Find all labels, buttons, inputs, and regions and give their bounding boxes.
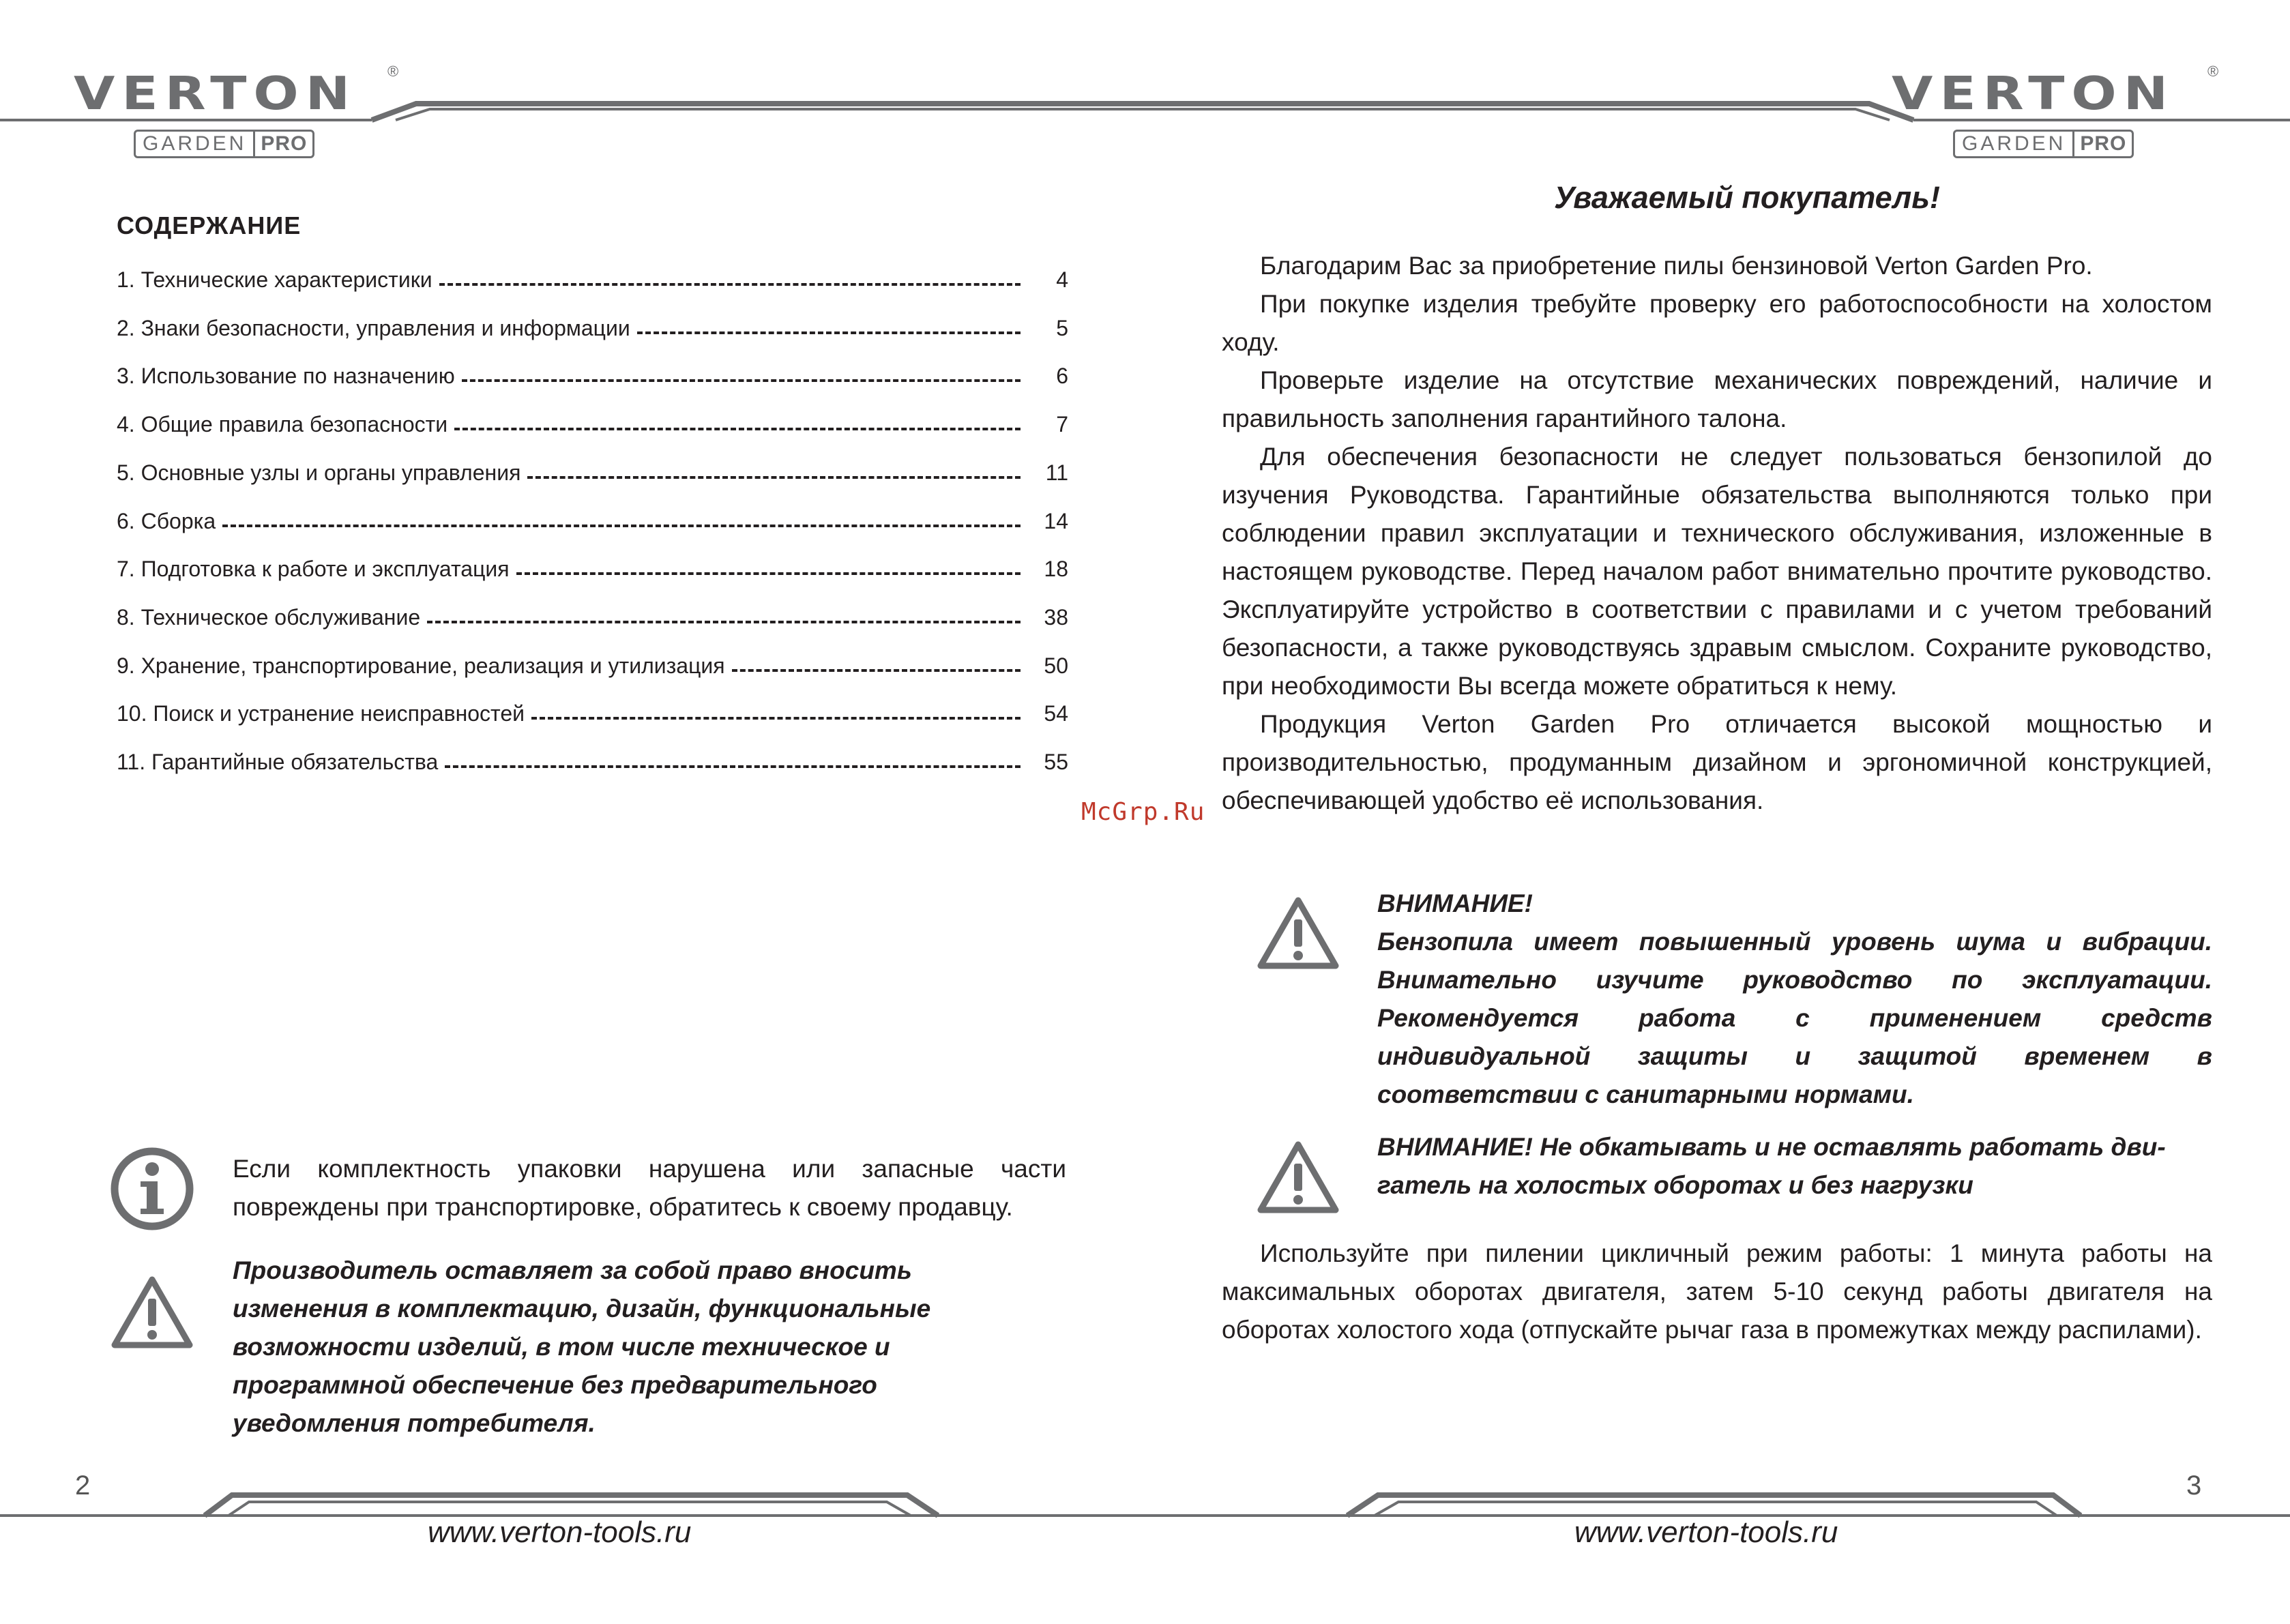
toc-label: 2. Знаки безопасности, управления и информации [117, 315, 630, 340]
intro-text [1222, 247, 2212, 820]
intro-paragraph: При покупке изделия требуйте проверку его работоспособности на холостом ходу. [1222, 290, 2212, 356]
toc-page-number: 11 [1045, 460, 1068, 485]
toc-label: 3. Использование по назначению [117, 364, 455, 389]
toc-leader [732, 669, 1021, 672]
toc-row[interactable] [117, 605, 1068, 632]
page-number-right: 3 [2186, 1471, 2202, 1501]
brand-logo-left [74, 67, 357, 124]
toc-row[interactable] [117, 460, 1068, 488]
garden-pro-badge-right [1953, 130, 2134, 158]
toc-leader [637, 331, 1021, 334]
website-link-right[interactable]: www.verton-tools.ru [1574, 1516, 1838, 1549]
toc-leader [516, 572, 1021, 575]
toc-page-number: 5 [1056, 315, 1068, 340]
toc-page-number: 38 [1044, 604, 1068, 630]
intro-paragraph: Благодарим Вас за приобретение пилы бензиновой Verton Garden Pro. [1260, 252, 2093, 280]
toc-leader [527, 476, 1021, 479]
toc-label: 10. Поиск и устранение неисправностей [117, 701, 525, 726]
badge-pro: PRO [2072, 132, 2132, 156]
toc-page-number: 50 [1044, 653, 1068, 678]
toc-page-number: 18 [1044, 557, 1068, 582]
toc-page-number: 6 [1056, 364, 1068, 389]
final-paragraph: Используйте при пилении цикличный режим работы: 1 минута работы на максимальных оборотах двигателя, затем 5-10 секунд работы двигателя на оборотах холостого хода (отпускайте рычаг газа в промежутках между распилами). [1222, 1239, 2212, 1344]
toc-page-number: 14 [1044, 508, 1068, 533]
intro-paragraph: Проверьте изделие на отсутствие механических повреждений, наличие и правильность заполнения гарантийного талона. [1222, 366, 2212, 432]
noise-warning: Бензопила имеет повышенный уровень шума и вибрации. Внимательно изучите руководство по эксплуатации. Рекомендуется работа с применением средств индивидуальной защиты и защитой временем в соответствии с санитарными нормами. [1377, 928, 2212, 1108]
toc-leader [427, 621, 1021, 623]
contents-title: СОДЕРЖАНИЕ [117, 211, 302, 239]
brand-logo-right [1892, 67, 2175, 124]
toc-label: 7. Подготовка к работе и эксплуатация [117, 557, 510, 582]
toc-leader [462, 379, 1021, 382]
badge-garden: GARDEN [143, 132, 247, 155]
toc-row[interactable] [117, 267, 1068, 295]
warning-icon [109, 1274, 195, 1352]
badge-pro: PRO [253, 132, 312, 156]
toc-page-number: 55 [1044, 750, 1068, 774]
toc-label: 1. Технические характеристики [117, 267, 432, 292]
idle-warning-line: ВНИМАНИЕ! Не обкатывать и не оставлять работать дви- [1377, 1133, 2166, 1161]
toc-row[interactable] [117, 364, 1068, 391]
toc-row[interactable] [117, 316, 1068, 343]
toc-leader [454, 428, 1021, 430]
warning-icon [1255, 895, 1341, 973]
toc-page-number: 4 [1056, 267, 1068, 292]
toc-leader [439, 283, 1021, 286]
cycle-mode-text [1222, 1235, 2212, 1349]
toc-label: 4. Общие правила безопасности [117, 412, 448, 437]
toc-row[interactable] [117, 653, 1068, 681]
registered-mark: ® [2207, 63, 2219, 80]
website-link-left[interactable]: www.verton-tools.ru [428, 1516, 692, 1549]
toc-label: 5. Основные узлы и органы управления [117, 460, 521, 485]
toc-leader [222, 525, 1021, 527]
toc-row[interactable] [117, 701, 1068, 728]
page-number-left: 2 [75, 1471, 91, 1501]
manufacturer-warning: Производитель оставляет за собой право вносить изменения в комплектацию, дизайн, функциональные возможности изделий, в том числе техническое и программной обеспечение без предварительного уведомления потребителя. [233, 1256, 931, 1437]
info-note: Если комплектность упаковки нарушена или запасные части повреждены при транспортировке, обратитесь к своему продавцу. [233, 1155, 1066, 1221]
toc-label: 6. Сборка [117, 508, 216, 533]
info-icon [109, 1146, 195, 1232]
warning-title: ВНИМАНИЕ! [1377, 889, 1533, 917]
toc-label: 8. Техническое обслуживание [117, 604, 421, 630]
idle-warning [1377, 1128, 2223, 1205]
intro-paragraph: Для обеспечения безопасности не следует пользоваться бензопилой до изучения Руководства. Гарантийные обязательства выполняются только при соблюдении правил эксплуатации и технического обслуживания, изложенные в настоящем руководстве. Перед началом работ внимательно прочтите руководство. Эксплуатируйте устройство в соответствии с правилами и с учетом требований безопасности, а также руководствуясь здравым смыслом. Сохраните руководство, при необходимости Вы всегда можете обратиться к нему. [1222, 443, 2212, 700]
footer-rule [0, 1480, 2290, 1528]
toc-label: 11. Гарантийные обязательства [117, 750, 439, 774]
toc-row[interactable] [117, 509, 1068, 536]
watermark: McGrp.Ru [1081, 798, 1205, 826]
idle-warning-line: гатель на холостых оборотах и без нагрузки [1377, 1171, 1973, 1199]
toc-label: 9. Хранение, транспортирование, реализация и утилизация [117, 653, 725, 678]
intro-paragraph: Продукция Verton Garden Pro отличается высокой мощностью и производительностью, продуманным дизайном и эргономичной конструкцией, обеспечивающей удобство её использования. [1222, 710, 2212, 814]
brand-wordmark: VERTON [1892, 67, 2175, 121]
warning-icon [1255, 1139, 1341, 1217]
garden-pro-badge-left [134, 130, 314, 158]
badge-garden: GARDEN [1962, 132, 2066, 155]
registered-mark: ® [387, 63, 399, 80]
toc-page-number: 7 [1056, 412, 1068, 437]
brand-wordmark: VERTON [74, 67, 357, 121]
toc-row[interactable] [117, 750, 1068, 777]
toc-row[interactable] [117, 557, 1068, 584]
toc-row[interactable] [117, 412, 1068, 439]
toc-page-number: 54 [1044, 701, 1068, 726]
toc-leader [531, 717, 1021, 720]
toc-leader [445, 765, 1021, 768]
greeting-heading: Уважаемый покупатель! [1554, 180, 1940, 215]
